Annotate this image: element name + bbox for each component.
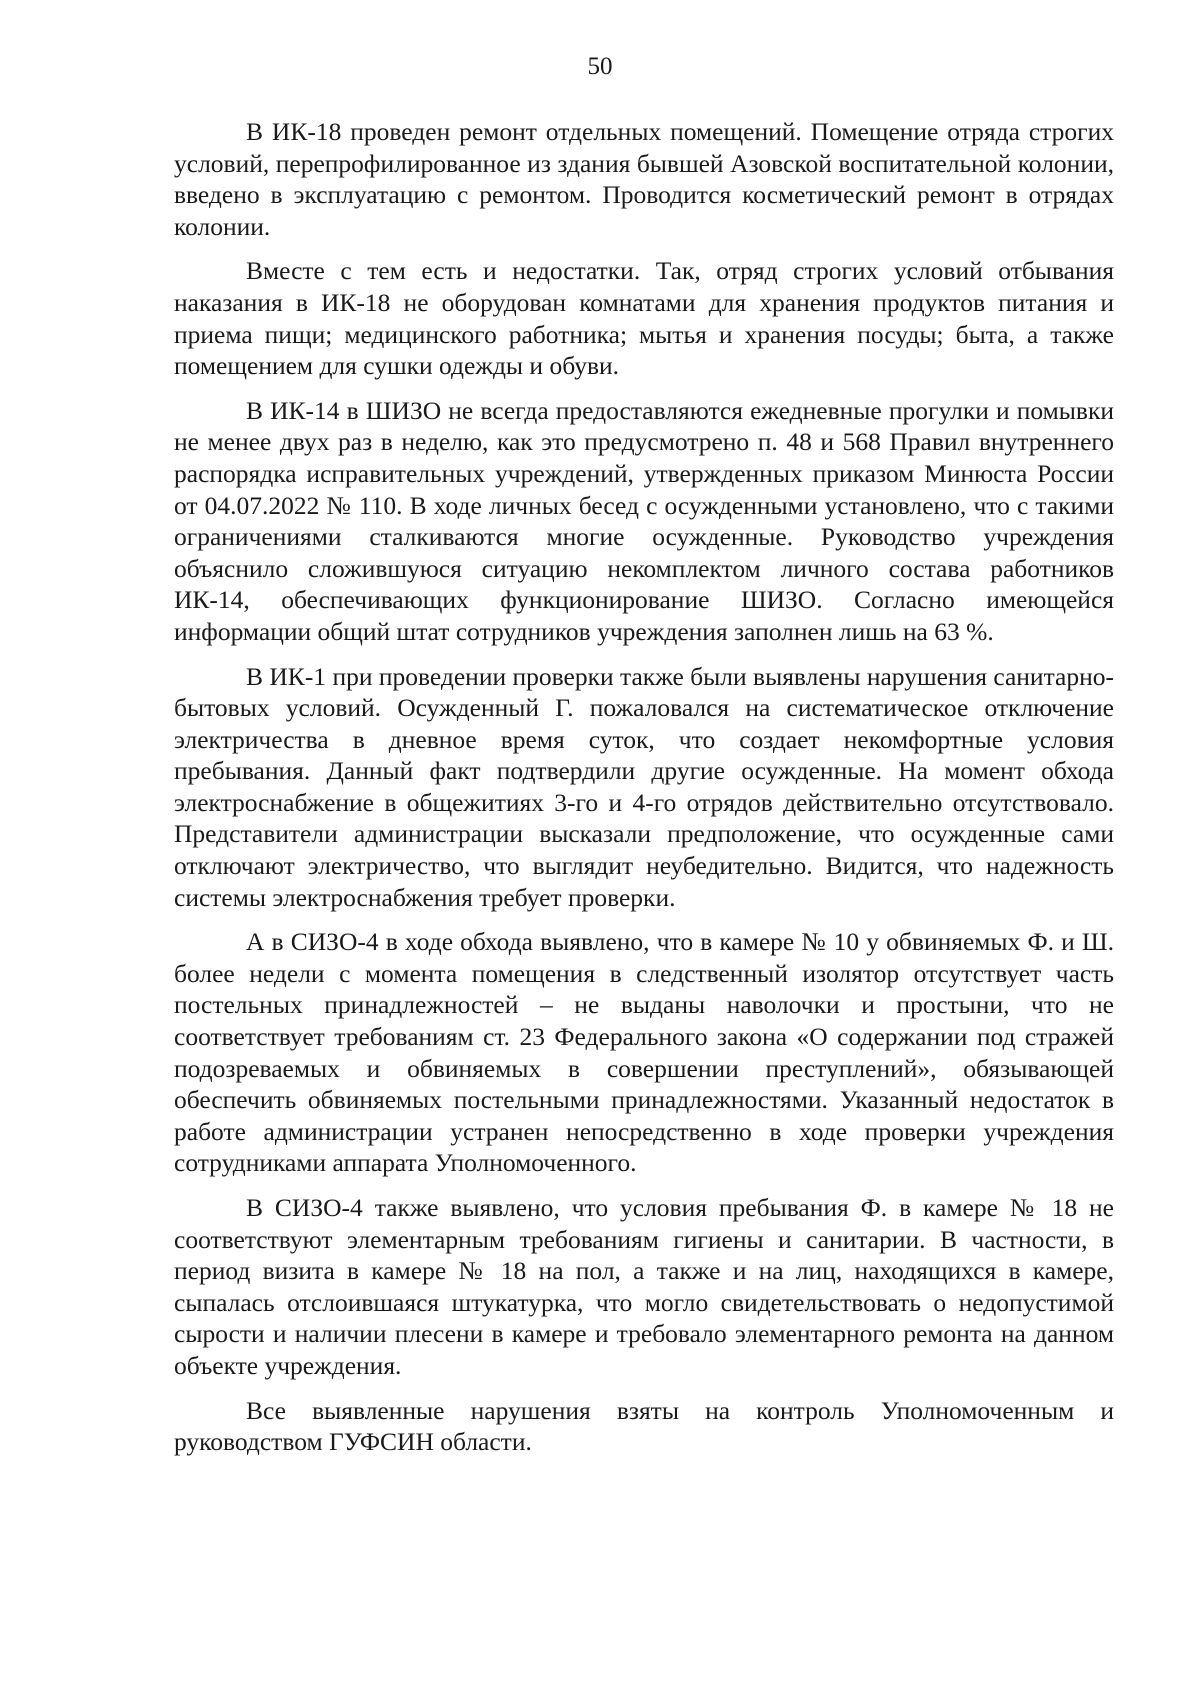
paragraph-sizo4-hygiene: В СИЗО-4 также выявлено, что условия пребывания Ф. в камере № 18 не соответствуют элементарным требованиям гигиены и санитарии. В частности, в период визита в камере № 18 на пол, а также и на лиц, находящихся в камере, сыпалась отслоившаяся штукатурка, что могло свидетельствовать о недопустимой сырости и наличии плесени в камере и требовало элементарного ремонта на данном объекте учреждения. (174, 1193, 1114, 1380)
paragraph-ik18-repair: В ИК-18 проведен ремонт отдельных помещений. Помещение отряда строгих условий, перепрофилированное из здания бывшей Азовской воспитательной колонии, введено в эксплуатацию с ремонтом. Проводится косметический ремонт в отрядах колонии. (174, 117, 1114, 241)
paragraph-conclusion: Все выявленные нарушения взяты на контроль Уполномоченным и руководством ГУФСИН области. (174, 1395, 1114, 1457)
page-number: 50 (587, 53, 613, 80)
paragraph-ik14-shizo: В ИК-14 в ШИЗО не всегда предоставляются ежедневные прогулки и помывки не менее двух раз в неделю, как это предусмотрено п. 48 и 568 Правил внутреннего распорядка исправительных учреждений, утвержденных приказом Минюста России от 04.07.2022 № 110. В ходе личных бесед с осужденными установлено, что с такими ограничениями сталкиваются многие осужденные. Руководство учреждения объяснило сложившуюся ситуацию некомплектом личного состава работников ИК-14, обеспечивающих функционирование ШИЗО. Согласно имеющейся информации общий штат сотрудников учреждения заполнен лишь на 63 %. (174, 395, 1114, 646)
document-body (174, 116, 1114, 1471)
paragraph-sizo4-bedding: А в СИЗО-4 в ходе обхода выявлено, что в камере № 10 у обвиняемых Ф. и Ш. более недели с момента помещения в следственный изолятор отсутствует часть постельных принадлежностей – не выданы наволочки и простыни, что не соответствует требованиям ст. 23 Федерального закона «О содержании под стражей подозреваемых и обвиняемых в совершении преступлений», обязывающей обеспечить обвиняемых постельными принадлежностями. Указанный недостаток в работе администрации устранен непосредственно в ходе проверки учреждения сотрудниками аппарата Уполномоченного. (174, 927, 1114, 1178)
paragraph-ik18-shortcomings: Вместе с тем есть и недостатки. Так, отряд строгих условий отбывания наказания в ИК-18 не оборудован комнатами для хранения продуктов питания и приема пищи; медицинского работника; мытья и хранения посуды; быта, а также помещением для сушки одежды и обуви. (174, 256, 1114, 381)
paragraph-ik1-electricity: В ИК-1 при проведении проверки также были выявлены нарушения санитарно-бытовых условий. Осужденный Г. пожаловался на систематическое отключение электричества в дневное время суток, что создает некомфортные условия пребывания. Данный факт подтвердили другие осужденные. На момент обхода электроснабжение в общежитиях 3-го и 4-го отрядов действительно отсутствовало. Представители администрации высказали предположение, что осужденные сами отключают электричество, что выглядит неубедительно. Видится, что надежность системы электроснабжения требует проверки. (174, 661, 1114, 912)
